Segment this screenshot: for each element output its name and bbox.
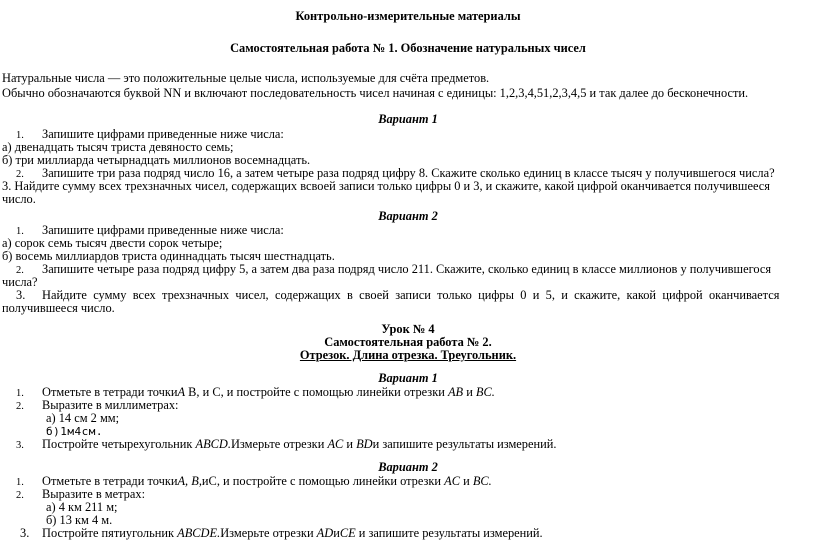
document-title: Контрольно-измерительные материалы xyxy=(295,9,521,23)
intro-line-2: Обычно обозначаются буквой NN и включают последовательность чисел начиная с единицы: 1,2,3,4,51,2,3,4,5 и так далее до бесконечности. xyxy=(2,86,749,100)
intro-line-1: Натуральные числа — это положительные целые числа, используемые для счёта предметов. xyxy=(2,71,490,85)
segment-ac-label: AC xyxy=(327,437,344,451)
l4v1-task2-text: Выразите в миллиметрах: xyxy=(42,398,179,412)
w1v1-task1-number: 1. xyxy=(16,130,24,141)
l4-variant2-heading: Вариант 2 xyxy=(378,460,438,474)
l4v1-task3-and: и xyxy=(343,437,357,451)
l4v2-task1-mid: иС, и постройте с помощью линейки отрезки xyxy=(201,474,445,488)
w1v1-task3-line1: 3. Найдите сумму всех трехзначных чисел, содержащих всвоей записи только цифры 0 и 3, и скажите, какой цифрой оканчивается получившееся xyxy=(2,179,770,193)
segment-bc-label: BC. xyxy=(475,385,495,399)
l4v2-task3 xyxy=(20,527,543,541)
l4v1-task1-and: и xyxy=(463,385,476,399)
figure-abcd-label: ABCD. xyxy=(195,437,231,451)
w1v2-task3 xyxy=(16,289,779,303)
l4v2-task1-text: Отметьте в тетради точки xyxy=(42,474,178,488)
l4v1-task3 xyxy=(16,438,557,453)
l4v1-task2a: а) 14 см 2 мм; xyxy=(46,411,120,425)
l4v2-task2-number: 2. xyxy=(16,490,24,501)
w1v2-task2 xyxy=(16,263,771,278)
w1v2-task1b: б) восемь миллиардов триста одиннадцать тысяч шестнадцать. xyxy=(2,249,335,263)
l4v1-task3-text: Постройте четырехугольник xyxy=(42,437,196,451)
points-ab-label: A, B, xyxy=(177,474,202,488)
point-a-label: A xyxy=(177,385,186,399)
l4v1-task1-number: 1. xyxy=(16,388,24,399)
segment-bc-label: BC. xyxy=(472,474,492,488)
segment-ce-label: CE xyxy=(339,526,356,540)
l4v1-task2-number: 2. xyxy=(16,401,24,412)
l4-variant1-heading: Вариант 1 xyxy=(378,371,438,385)
lesson4-topic: Отрезок. Длина отрезка. Треугольник. xyxy=(299,348,517,362)
w1v2-task3-number: 3. xyxy=(16,288,26,302)
w1v1-task1b: б) три миллиарда четырнадцать миллионов восемнадцать. xyxy=(2,153,311,167)
work1-title: Самостоятельная работа № 1. Обозначение натуральных чисел xyxy=(230,41,586,55)
l4v2-task3-post: и запишите результаты измерений. xyxy=(355,526,543,540)
l4v1-task3-post: и запишите результаты измерений. xyxy=(372,437,557,451)
w1v2-task2-text: Запишите четыре раза подряд цифру 5, а затем два раза подряд число 211. Скажите, сколько единиц в классе миллионов у получившегося xyxy=(42,262,772,276)
segment-ab-label: AB xyxy=(447,385,464,399)
l4v1-task3-number: 3. xyxy=(16,440,24,451)
l4v1-task1-mid: В, и С, и постройте с помощью линейки отрезки xyxy=(185,385,448,399)
l4v2-task3-and: и xyxy=(333,526,340,540)
segment-bd-label: BD xyxy=(356,437,373,451)
w1v2-task2-line2: числа? xyxy=(2,275,38,289)
l4v2-task1-and: и xyxy=(460,474,473,488)
w1v2-task1-number: 1. xyxy=(16,226,24,237)
l4v1-task3-mid: Измерьте отрезки xyxy=(230,437,328,451)
l4v1-task1-text: Отметьте в тетради точки xyxy=(42,385,178,399)
l4v2-task3-mid: Измерьте отрезки xyxy=(220,526,317,540)
work1-variant1-heading: Вариант 1 xyxy=(378,112,438,126)
segment-ac-label: AC xyxy=(444,474,461,488)
l4v2-task2a: а) 4 км 211 м; xyxy=(46,500,118,514)
w1v2-task3-line2: получившееся число. xyxy=(2,301,115,315)
figure-abcde-label: ABCDE. xyxy=(177,526,221,540)
l4v2-task2b: б) 13 км 4 м. xyxy=(46,513,113,527)
w1v1-task1a: а) двенадцать тысяч триста девяносто семь; xyxy=(2,140,234,154)
w1v1-task1-text: Запишите цифрами приведенные ниже числа: xyxy=(42,127,284,141)
w1v1-task2-number: 2. xyxy=(16,169,24,180)
w1v2-task1a: а) сорок семь тысяч двести сорок четыре; xyxy=(2,236,223,250)
lesson4-work-title: Самостоятельная работа № 2. xyxy=(324,335,492,349)
l4v2-task2-text: Выразите в метрах: xyxy=(42,487,146,501)
w1v1-task3-line2: число. xyxy=(2,192,36,206)
w1v2-task2-number: 2. xyxy=(16,265,24,276)
l4v2-task1-number: 1. xyxy=(16,477,24,488)
lesson4-heading: Урок № 4 xyxy=(381,322,435,336)
work1-variant2-heading: Вариант 2 xyxy=(378,209,438,223)
l4v2-task3-text: Постройте пятиугольник xyxy=(42,526,178,540)
w1v1-task2-text: Запишите три раза подряд число 16, а затем четыре раза подряд цифру 8. Скажите сколько единиц в классе тысяч у получившегося числа? xyxy=(42,166,775,180)
l4v2-task3-number: 3. xyxy=(20,526,30,540)
w1v2-task3-text: Найдите сумму всех трехзначных чисел, содержащих в своей записи только цифры 0 и 5, и скажите, какой цифрой оканчивается xyxy=(42,288,780,302)
w1v2-task1-text: Запишите цифрами приведенные ниже числа: xyxy=(42,223,284,237)
segment-ad-label: AD xyxy=(316,526,334,540)
l4v1-task2b: б)1м4см. xyxy=(46,425,103,438)
